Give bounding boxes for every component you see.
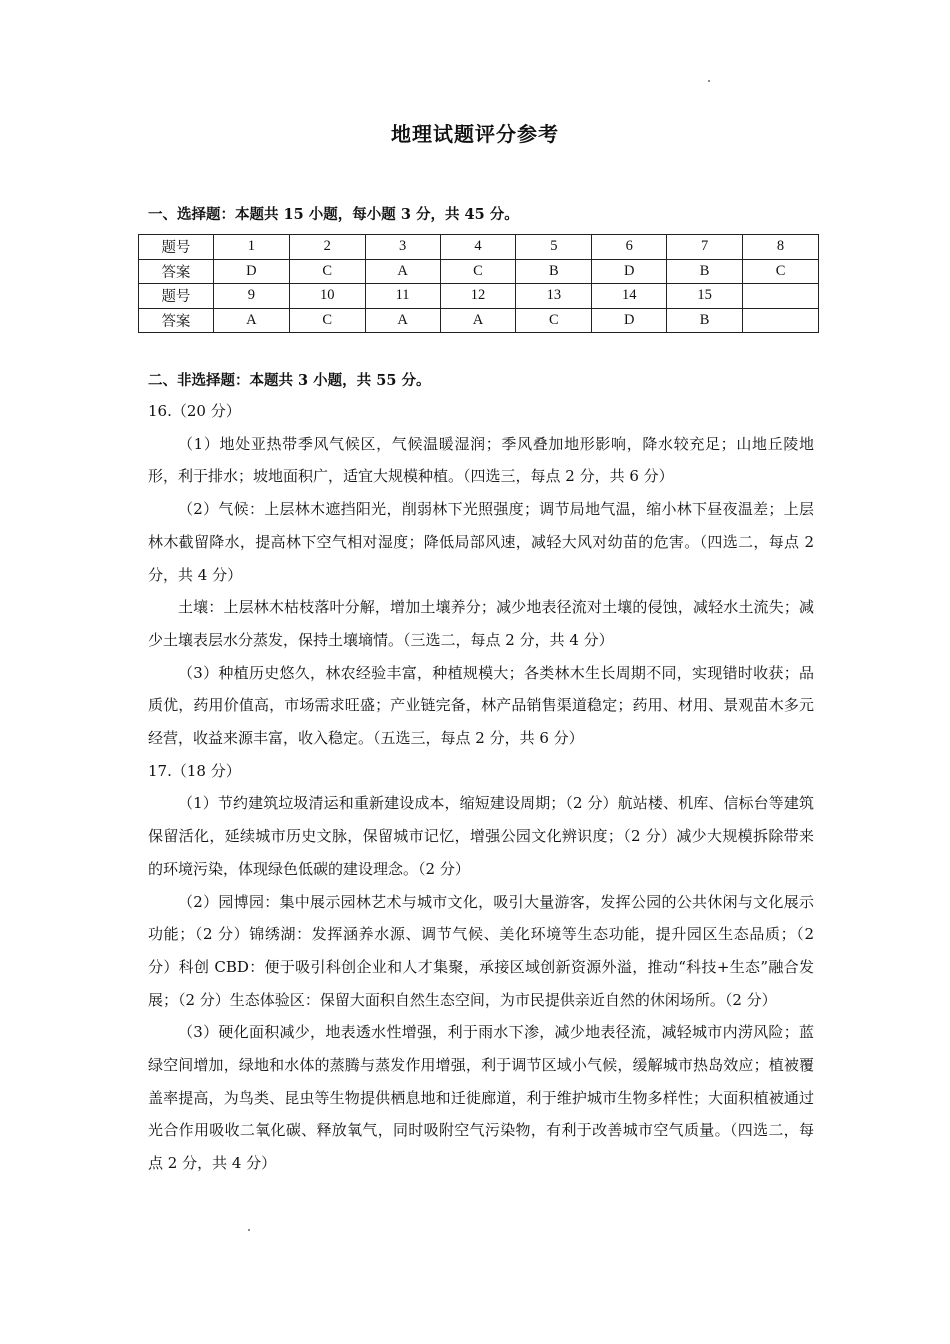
q17-header: 17.（18 分） — [148, 761, 241, 780]
q16-part1: （1）地处亚热带季风气候区，气候温暖湿润；季风叠加地形影响，降水较充足；山地丘陵地形，利于排水；坡地面积广，适宜大规模种植。（四选三，每点 2 分，共 6 分） — [148, 434, 814, 486]
table-cell: D — [213, 259, 289, 284]
table-cell: B — [667, 308, 743, 333]
bottom-dot-mark — [248, 1229, 250, 1231]
q17-part2: （2）园博园：集中展示园林艺术与城市文化，吸引大量游客，发挥公园的公共休闲与文化展示功能；（2 分）锦绣湖：发挥涵养水源、调节气候、美化环境等生态功能，提升园区生态品质；（2 分）科创 CBD：便于吸引科创企业和人才集聚，承接区域创新资源外溢，推动“科技+生态”融合发展；（2 分）生态体验区：保留大面积自然生态空间，为市民提供亲近自然的休闲场所。（2 分） — [148, 892, 814, 1009]
table-cell: 11 — [365, 284, 440, 309]
table-cell: 8 — [743, 235, 819, 260]
q16-part2: （2）气候：上层林木遮挡阳光，削弱林下光照强度；调节局地气温，缩小林下昼夜温差；上层林木截留降水，提高林下空气相对湿度；降低局部风速，减轻大风对幼苗的危害。（四选二，每点 2 分，共 4 分） — [148, 500, 814, 584]
table-row — [139, 308, 819, 333]
table-cell: 12 — [440, 284, 516, 309]
row-label-cell: 题号 — [139, 235, 214, 260]
row-label-cell: 答案 — [139, 308, 214, 333]
table-row — [139, 284, 819, 309]
answer-content — [148, 395, 814, 1180]
table-cell: 7 — [667, 235, 743, 260]
table-cell: C — [289, 259, 365, 284]
q17-part1: （1）节约建筑垃圾清运和重新建设成本，缩短建设周期；（2 分）航站楼、机库、信标台等建筑保留活化，延续城市历史文脉，保留城市记忆，增强公园文化辨识度；（2 分）减少大规模拆除带来的环境污染，体现绿色低碳的建设理念。（2 分） — [148, 794, 814, 878]
table-cell: 5 — [516, 235, 592, 260]
table-cell: 4 — [440, 235, 516, 260]
table-row — [139, 259, 819, 284]
table-cell: C — [289, 308, 365, 333]
section1-heading: 一、选择题：本题共 15 小题，每小题 3 分，共 45 分。 — [148, 206, 519, 223]
q16-part2-soil: 土壤：上层林木枯枝落叶分解，增加土壤养分；减少地表径流对土壤的侵蚀，减轻水土流失；减少土壤表层水分蒸发，保持土壤墒情。（三选二，每点 2 分，共 4 分） — [148, 598, 814, 649]
table-cell: 2 — [289, 235, 365, 260]
table-cell: 6 — [592, 235, 667, 260]
answer-table-body — [139, 235, 819, 333]
row-label-cell: 题号 — [139, 284, 214, 309]
table-cell: 1 — [213, 235, 289, 260]
table-cell: C — [743, 259, 819, 284]
table-cell: A — [440, 308, 516, 333]
table-cell: 10 — [289, 284, 365, 309]
q16-part3: （3）种植历史悠久，林农经验丰富，种植规模大；各类林木生长周期不同，实现错时收获；品质优，药用价值高，市场需求旺盛；产业链完备，林产品销售渠道稳定；药用、材用、景观苗木多元经营，收益来源丰富，收入稳定。（五选三，每点 2 分，共 6 分） — [148, 663, 814, 748]
table-cell: C — [440, 259, 516, 284]
top-dot-mark — [708, 80, 710, 82]
table-cell: 3 — [365, 235, 440, 260]
table-cell: B — [516, 259, 592, 284]
table-cell: 15 — [667, 284, 743, 309]
table-cell — [743, 308, 819, 333]
table-cell: B — [667, 259, 743, 284]
table-row — [139, 235, 819, 260]
table-cell: D — [592, 259, 667, 284]
table-cell: D — [592, 308, 667, 333]
answer-table — [138, 234, 819, 333]
table-cell: A — [365, 308, 440, 333]
table-cell: C — [516, 308, 592, 333]
row-label-cell: 答案 — [139, 259, 214, 284]
q16-header: 16.（20 分） — [148, 402, 241, 420]
table-cell: 13 — [516, 284, 592, 309]
page-title: 地理试题评分参考 — [391, 122, 559, 146]
section2-heading: 二、非选择题：本题共 3 小题，共 55 分。 — [148, 372, 431, 389]
q17-part3: （3）硬化面积减少，地表透水性增强，利于雨水下渗，减少地表径流，减轻城市内涝风险；蓝绿空间增加，绿地和水体的蒸腾与蒸发作用增强，利于调节区域小气候，缓解城市热岛效应；植被覆盖率提高，为鸟类、昆虫等生物提供栖息地和迁徙廊道，利于维护城市生物多样性；大面积植被通过光合作用吸收二氧化碳、释放氧气，同时吸附空气污染物，有利于改善城市空气质量。（四选二，每点 2 分，共 4 分） — [148, 1023, 814, 1173]
table-cell: A — [213, 308, 289, 333]
table-cell: 9 — [213, 284, 289, 309]
table-cell: 14 — [592, 284, 667, 309]
table-cell: A — [365, 259, 440, 284]
table-cell — [743, 284, 819, 309]
